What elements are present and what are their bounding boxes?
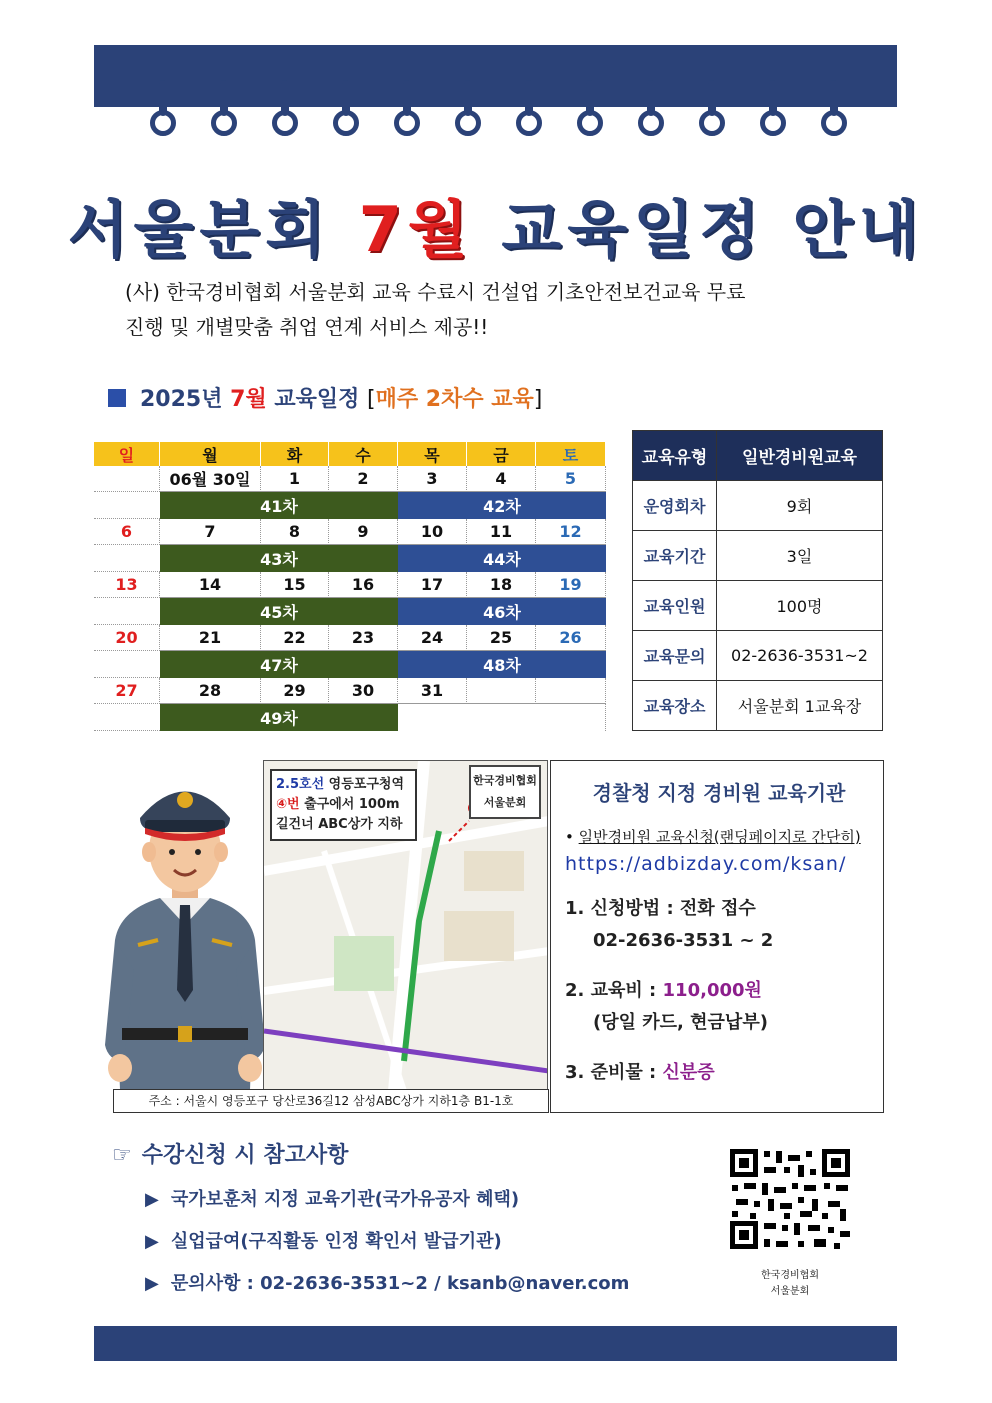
date-cell: 6 <box>94 519 160 545</box>
square-bullet-icon <box>108 389 126 407</box>
info-key: 운영회차 <box>633 481 717 531</box>
notes-title <box>112 1138 348 1169</box>
police-info-box <box>550 760 884 1113</box>
calendar-week <box>94 519 606 545</box>
note-text: 국가보훈처 지정 교육기관(국가유공자 혜택) <box>170 1189 520 1210</box>
date-cell: 16 <box>329 572 398 598</box>
binder-ring <box>821 80 847 136</box>
date-cell: 1 <box>261 466 329 492</box>
schedule-heading <box>108 382 542 413</box>
apply-link[interactable]: 일반경비원 교육신청(랜딩페이지로 간단히) <box>578 828 861 846</box>
calendar-week <box>94 625 606 651</box>
session-bar: 42차 <box>398 492 606 519</box>
date-cell: 22 <box>261 625 329 651</box>
date-cell: 29 <box>261 678 329 704</box>
date-cell: 26 <box>536 625 606 651</box>
info-key: 교육유형 <box>633 431 717 481</box>
bottom-banner <box>94 1326 897 1361</box>
calendar <box>94 442 606 732</box>
qr-caption <box>740 1268 840 1300</box>
info-row <box>633 681 883 731</box>
day-header: 일 <box>94 442 160 466</box>
item3-value: 신분증 <box>662 1062 715 1083</box>
session-bar: 44차 <box>398 545 606 572</box>
item1-text: 1. 신청방법 : 전화 접수 <box>565 898 756 919</box>
title-part2: 교육일정 안내 <box>473 193 925 266</box>
session-bar: 41차 <box>160 492 398 519</box>
session-bar: 46차 <box>398 598 606 625</box>
session-row <box>94 651 606 678</box>
info-key: 교육문의 <box>633 631 717 681</box>
calendar-week <box>94 678 606 704</box>
pointing-hand-icon: ☞ <box>112 1143 132 1168</box>
calendar-week <box>94 466 606 492</box>
date-cell: 24 <box>398 625 467 651</box>
note-text: 문의사항 : 02-2636-3531~2 / ksanb@naver.com <box>170 1273 630 1294</box>
binder-ring <box>272 80 298 136</box>
binder-ring <box>638 80 664 136</box>
date-cell: 8 <box>261 519 329 545</box>
day-header: 화 <box>261 442 329 466</box>
exit-distance: 출구에서 100m <box>299 797 400 812</box>
date-cell: 13 <box>94 572 160 598</box>
info-value: 9회 <box>717 481 883 531</box>
date-cell: 28 <box>160 678 261 704</box>
police-box-title: 경찰청 지정 경비원 교육기관 <box>592 781 846 805</box>
info-value: 02-2636-3531~2 <box>717 631 883 681</box>
session-bar: 45차 <box>160 598 398 625</box>
session-row <box>94 704 606 731</box>
date-cell: 14 <box>160 572 261 598</box>
binder-ring <box>150 80 176 136</box>
binder-rings <box>94 80 897 140</box>
date-cell: 25 <box>467 625 536 651</box>
binder-ring <box>516 80 542 136</box>
intro-line1: (사) 한국경비협회 서울분회 교육 수료시 건설업 기초안전보건교육 무료 <box>125 280 746 304</box>
date-cell: 31 <box>398 678 467 704</box>
title-month: 7월 <box>358 193 474 266</box>
subway-line: 2.5호선 <box>276 777 325 792</box>
date-cell: 3 <box>398 466 467 492</box>
notes-title-text: 수강신청 시 참고사항 <box>141 1143 349 1168</box>
spacer <box>94 704 160 731</box>
date-cell: 10 <box>398 519 467 545</box>
binder-ring <box>211 80 237 136</box>
date-cell <box>467 678 536 704</box>
date-cell: 15 <box>261 572 329 598</box>
date-cell <box>94 466 160 492</box>
police-officer-illustration <box>100 770 270 1090</box>
address-box: 주소 : 서울시 영등포구 당산로36길12 삼성ABC상가 지하1층 B1-1호 <box>113 1089 549 1113</box>
list-item <box>145 1227 629 1253</box>
schedule-month: 7월 <box>230 387 267 412</box>
notes-list <box>145 1185 629 1311</box>
binder-ring <box>760 80 786 136</box>
exit-number: ④번 <box>276 797 300 812</box>
list-item <box>145 1185 629 1211</box>
item-preparation <box>565 1057 873 1089</box>
session-bar: 49차 <box>160 704 398 731</box>
triangle-right-icon: ▶ <box>145 1231 159 1252</box>
badge-line2: 서울분회 <box>483 796 527 809</box>
date-cell: 17 <box>398 572 467 598</box>
bracket-close: ] <box>533 387 543 412</box>
day-header: 수 <box>329 442 398 466</box>
day-header: 월 <box>160 442 261 466</box>
info-value: 일반경비원교육 <box>717 431 883 481</box>
schedule-year: 2025년 <box>140 387 231 412</box>
info-row <box>633 531 883 581</box>
bracket-open: [ <box>367 387 376 412</box>
info-key: 교육인원 <box>633 581 717 631</box>
location-map <box>263 760 548 1090</box>
date-cell: 27 <box>94 678 160 704</box>
date-cell: 30 <box>329 678 398 704</box>
date-cell: 7 <box>160 519 261 545</box>
info-value: 3일 <box>717 531 883 581</box>
info-row <box>633 481 883 531</box>
list-item <box>145 1269 629 1295</box>
session-row <box>94 545 606 572</box>
session-row <box>94 598 606 625</box>
info-table-header <box>633 431 883 481</box>
date-cell: 20 <box>94 625 160 651</box>
info-key: 교육장소 <box>633 681 717 731</box>
schedule-note: 매주 2차수 교육 <box>375 387 534 412</box>
date-cell: 12 <box>536 519 606 545</box>
date-cell: 23 <box>329 625 398 651</box>
session-row <box>94 492 606 519</box>
station-name: 영등포구청역 <box>324 777 405 792</box>
day-header: 목 <box>398 442 467 466</box>
date-cell: 4 <box>467 466 536 492</box>
date-cell: 18 <box>467 572 536 598</box>
note-text: 실업급여(구직활동 인정 확인서 발급기관) <box>170 1231 502 1252</box>
date-cell <box>536 678 606 704</box>
item2-note: (당일 카드, 현금납부) <box>593 1012 768 1033</box>
date-cell: 2 <box>329 466 398 492</box>
binder-ring <box>699 80 725 136</box>
qr-caption-line2: 서울분회 <box>770 1286 810 1297</box>
item3-label: 3. 준비물 : <box>565 1062 663 1083</box>
day-header: 토 <box>536 442 606 466</box>
apply-line <box>565 826 873 847</box>
triangle-right-icon: ▶ <box>145 1189 159 1210</box>
item-fee <box>565 975 873 1039</box>
date-cell: 9 <box>329 519 398 545</box>
binder-ring <box>455 80 481 136</box>
qr-caption-line1: 한국경비협회 <box>761 1270 819 1281</box>
badge-line1: 한국경비협회 <box>473 774 537 787</box>
spacer <box>94 651 160 678</box>
binder-ring <box>577 80 603 136</box>
info-value: 서울분회 1교육장 <box>717 681 883 731</box>
date-cell: 19 <box>536 572 606 598</box>
bullet-icon: • <box>565 828 579 846</box>
binder-ring <box>333 80 359 136</box>
day-header: 금 <box>467 442 536 466</box>
page-title <box>0 180 992 269</box>
session-bar: 43차 <box>160 545 398 572</box>
info-value: 100명 <box>717 581 883 631</box>
direction-detail: 길건너 ABC상가 지하 <box>276 817 403 832</box>
date-cell: 06월 30일 <box>160 466 261 492</box>
intro-text <box>125 275 885 345</box>
item1-phone: 02-2636-3531 ~ 2 <box>593 930 774 951</box>
schedule-label: 교육일정 <box>266 387 368 412</box>
info-key: 교육기간 <box>633 531 717 581</box>
item-apply-method <box>565 893 873 957</box>
map-direction-note <box>270 769 417 841</box>
spacer <box>94 492 160 519</box>
triangle-right-icon: ▶ <box>145 1273 159 1294</box>
spacer <box>94 598 160 625</box>
map-location-badge <box>469 765 541 819</box>
session-bar: 48차 <box>398 651 606 678</box>
date-cell: 21 <box>160 625 261 651</box>
item2-label: 2. 교육비 : <box>565 980 663 1001</box>
info-table <box>632 430 883 731</box>
qr-code-icon[interactable] <box>728 1147 852 1251</box>
info-row <box>633 581 883 631</box>
calendar-header <box>94 442 606 466</box>
date-cell: 5 <box>536 466 606 492</box>
apply-url[interactable]: https://adbizday.com/ksan/ <box>565 853 847 875</box>
calendar-week <box>94 572 606 598</box>
session-bar: 47차 <box>160 651 398 678</box>
date-cell: 11 <box>467 519 536 545</box>
title-part1: 서울분회 <box>67 193 359 266</box>
info-row <box>633 631 883 681</box>
empty-cell <box>398 704 606 731</box>
intro-line2: 진행 및 개별맞춤 취업 연계 서비스 제공!! <box>125 315 489 339</box>
spacer <box>94 545 160 572</box>
binder-ring <box>394 80 420 136</box>
item2-value: 110,000원 <box>662 980 762 1001</box>
